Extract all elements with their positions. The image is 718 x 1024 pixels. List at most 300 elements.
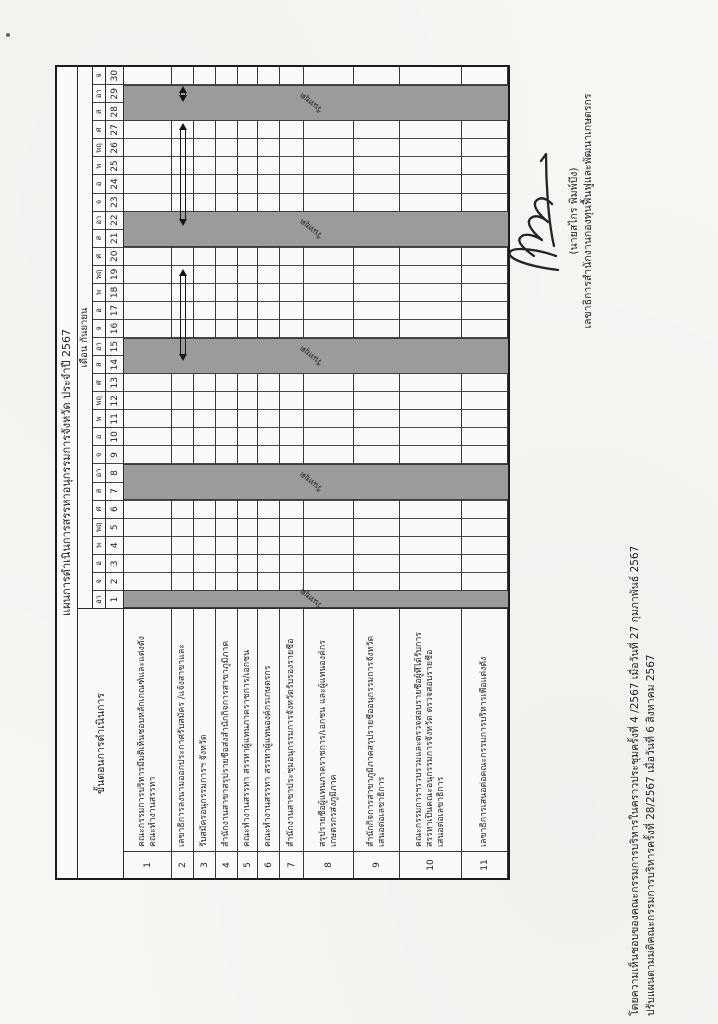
- day-cell: [304, 175, 353, 193]
- day-cell: [194, 536, 215, 554]
- day-cell: [354, 536, 399, 554]
- day-cell: [216, 84, 237, 102]
- day-cell: [238, 229, 257, 247]
- day-cell: [304, 211, 353, 229]
- day-cell: [400, 265, 461, 283]
- day-cell: [400, 464, 461, 482]
- day-cell: [354, 445, 399, 463]
- day-cell: [304, 301, 353, 319]
- weekday-cell: อ: [93, 301, 105, 319]
- day-cell: [462, 482, 507, 500]
- day-cell: [258, 247, 279, 265]
- task-description-line: สรรหาเป็นคณะอนุกรรมการจังหวัด ตรวจสอบรายชื่อ: [425, 649, 435, 847]
- task-number: 3: [194, 851, 215, 878]
- day-number-cell: 12: [106, 391, 123, 409]
- day-cell: [354, 427, 399, 445]
- day-cell: [258, 67, 279, 84]
- day-cell: [258, 102, 279, 120]
- holiday-label: วันหยุด: [298, 90, 326, 115]
- day-cell: [216, 536, 237, 554]
- day-cell: [258, 156, 279, 174]
- day-cell: [172, 391, 193, 409]
- task-description: [124, 608, 171, 851]
- day-cell: [304, 518, 353, 536]
- day-cell: [462, 536, 507, 554]
- day-cell: [124, 355, 171, 373]
- day-cell: [462, 554, 507, 572]
- day-cell: [172, 283, 193, 301]
- day-cell: [238, 319, 257, 337]
- steps-column-header: ขั้นตอนการดำเนินการ: [78, 608, 123, 878]
- day-cell: [280, 464, 303, 482]
- weekday-cell: อา: [93, 211, 105, 229]
- day-cell: [304, 229, 353, 247]
- footer-notes: [627, 546, 659, 1016]
- day-cell: [124, 193, 171, 211]
- task-number: 4: [216, 851, 237, 878]
- day-cell: [124, 265, 171, 283]
- day-cell: [194, 283, 215, 301]
- day-number-cell: 21: [106, 229, 123, 247]
- day-cell: [400, 445, 461, 463]
- day-cell: [172, 175, 193, 193]
- day-cell: [400, 283, 461, 301]
- day-cell: [216, 427, 237, 445]
- day-number-cell: 3: [106, 554, 123, 572]
- task-description: [172, 608, 193, 851]
- day-cell: [194, 373, 215, 391]
- day-cell: [238, 554, 257, 572]
- day-cell: [304, 482, 353, 500]
- day-cell: [354, 337, 399, 355]
- day-cell: [258, 554, 279, 572]
- day-cell: [354, 518, 399, 536]
- day-cell: [124, 156, 171, 174]
- day-number-cell: 22: [106, 211, 123, 229]
- weekday-cell: ศ: [93, 247, 105, 265]
- task-number: 2: [172, 851, 193, 878]
- day-cell: [304, 373, 353, 391]
- weekday-cell: พฤ: [93, 391, 105, 409]
- day-cell: [124, 427, 171, 445]
- day-number-cell: 6: [106, 500, 123, 518]
- day-cell: [238, 120, 257, 138]
- day-cell: [400, 355, 461, 373]
- weekday-cell: จ: [93, 572, 105, 590]
- day-cell: [124, 482, 171, 500]
- holiday-label: วันหยุด: [298, 468, 326, 494]
- task-description-line: รับสมัครอนุกรรมการฯ จังหวัด: [199, 734, 209, 847]
- day-cell: [304, 156, 353, 174]
- day-cell: [194, 84, 215, 102]
- day-cell: [216, 265, 237, 283]
- day-cell: [280, 319, 303, 337]
- day-number-cell: 5: [106, 518, 123, 536]
- day-cell: [238, 518, 257, 536]
- task-description: [238, 608, 257, 851]
- day-cell: [194, 265, 215, 283]
- day-cell: [258, 355, 279, 373]
- day-cell: [462, 590, 507, 608]
- weekday-row: [93, 67, 106, 608]
- day-cell: [258, 337, 279, 355]
- day-number-cell: 26: [106, 138, 123, 156]
- day-cell: [238, 138, 257, 156]
- task-number: 7: [280, 851, 303, 878]
- day-cell: [194, 138, 215, 156]
- day-cell: [354, 482, 399, 500]
- day-cell: [258, 120, 279, 138]
- task-description: [280, 608, 303, 851]
- day-cell: [258, 427, 279, 445]
- task-row: [280, 67, 304, 878]
- signatory-name: (นายสไกร พิมพ์บึง): [568, 167, 580, 255]
- day-cell: [172, 301, 193, 319]
- day-cell: [304, 500, 353, 518]
- day-cell: [280, 102, 303, 120]
- day-cell: [354, 464, 399, 482]
- day-cell: [280, 175, 303, 193]
- holiday-label: วันหยุด: [298, 586, 326, 611]
- day-cell: [400, 572, 461, 590]
- task-description-line: เลขาธิการลงนามออกประกาศรับสมัคร /แจ้งสาขาและ: [177, 644, 187, 847]
- days-header: [78, 67, 123, 608]
- day-cell: [354, 301, 399, 319]
- weekday-cell: ส: [93, 482, 105, 500]
- day-cell: [172, 102, 193, 120]
- task-description: [194, 608, 215, 851]
- day-cell: [400, 482, 461, 500]
- day-cell: [216, 554, 237, 572]
- day-cell: [238, 590, 257, 608]
- day-cell: [258, 518, 279, 536]
- day-cell: [280, 427, 303, 445]
- day-cell: [216, 482, 237, 500]
- day-cell: [238, 391, 257, 409]
- day-cell: [280, 355, 303, 373]
- day-cell: [194, 391, 215, 409]
- task-description: [304, 608, 353, 851]
- weekday-cell: อ: [93, 427, 105, 445]
- day-cell: [258, 464, 279, 482]
- day-cell: [238, 265, 257, 283]
- day-cell: [304, 84, 353, 102]
- day-cell: [238, 247, 257, 265]
- day-number-cell: 30: [109, 69, 120, 82]
- day-cell: [172, 355, 193, 373]
- day-cell: [258, 500, 279, 518]
- day-cell: [124, 229, 171, 247]
- day-cell: [172, 319, 193, 337]
- day-cell: [258, 409, 279, 427]
- day-cell: [304, 319, 353, 337]
- day-cell: [172, 409, 193, 427]
- day-cell: [238, 301, 257, 319]
- day-cell: [258, 193, 279, 211]
- day-cell: [304, 572, 353, 590]
- task-description-line: คณะกรรมการฯรวบรวมและตรวจสอบรายชื่อผู้ที่ได้รับการ: [414, 631, 424, 847]
- day-cell: [258, 319, 279, 337]
- day-cell: [400, 67, 461, 84]
- gantt-grid: [258, 67, 279, 608]
- table-header: [78, 67, 124, 878]
- day-cell: [462, 427, 507, 445]
- task-description-line: สรุปรายชื่อผู้แทนภาคราชการ/เอกชน และผู้แทนองค์กร: [317, 640, 328, 847]
- day-cell: [124, 590, 171, 608]
- day-cell: [194, 247, 215, 265]
- day-cell: [304, 337, 353, 355]
- day-cell: [400, 211, 461, 229]
- task-row: [216, 67, 238, 878]
- footer-note-2: ปรับแผนตามมติคณะกรรมการบริหารครั้งที่ 28/2567 เมื่อวันที่ 6 สิงหาคม 2567: [645, 654, 657, 1016]
- weekday-cell: ศ: [93, 373, 105, 391]
- task-row: [172, 67, 194, 878]
- day-cell: [194, 102, 215, 120]
- day-cell: [304, 102, 353, 120]
- task-row: [304, 67, 354, 878]
- day-cell: [354, 67, 399, 84]
- day-cell: [400, 427, 461, 445]
- day-cell: [400, 247, 461, 265]
- holiday-label: วันหยุด: [298, 342, 326, 367]
- day-cell: [216, 156, 237, 174]
- holiday-label: วันหยุด: [298, 216, 326, 241]
- weekday-cell: ศ: [93, 500, 105, 518]
- weekday-cell: ส: [93, 229, 105, 247]
- day-cell: [238, 572, 257, 590]
- day-cell: [354, 84, 399, 102]
- day-cell: [194, 500, 215, 518]
- day-number-cell: 17: [106, 301, 123, 319]
- day-cell: [354, 193, 399, 211]
- day-number-cell: 23: [106, 193, 123, 211]
- day-cell: [124, 175, 171, 193]
- day-cell: [280, 391, 303, 409]
- day-cell: [194, 409, 215, 427]
- gantt-grid: [304, 67, 353, 608]
- weekday-cell: ศ: [93, 120, 105, 138]
- weekday-cell: อา: [93, 590, 105, 608]
- day-cell: [462, 572, 507, 590]
- day-cell: [216, 175, 237, 193]
- day-cell: [304, 590, 353, 608]
- day-cell: [124, 518, 171, 536]
- day-cell: [258, 590, 279, 608]
- day-cell: [238, 337, 257, 355]
- gantt-grid: [194, 67, 215, 608]
- weekday-cell: จ: [93, 445, 105, 463]
- day-cell: [400, 554, 461, 572]
- day-cell: [124, 283, 171, 301]
- day-cell: [354, 102, 399, 120]
- day-cell: [258, 445, 279, 463]
- day-cell: [172, 554, 193, 572]
- gantt-grid: [124, 67, 171, 608]
- day-cell: [216, 464, 237, 482]
- day-number-cell: 29: [106, 84, 123, 102]
- weekday-cell: อา: [93, 464, 105, 482]
- day-number-cell: 1: [106, 590, 123, 608]
- task-description-line: คณะทำงานสรรหา สรรหาผู้แทนภาคราชการ/เอกชน: [242, 649, 252, 847]
- day-cell: [216, 283, 237, 301]
- day-cell: [400, 175, 461, 193]
- day-cell: [400, 409, 461, 427]
- day-cell: [258, 175, 279, 193]
- day-cell: [238, 409, 257, 427]
- day-cell: [304, 409, 353, 427]
- day-cell: [304, 138, 353, 156]
- day-cell: [258, 265, 279, 283]
- day-cell: [304, 193, 353, 211]
- day-cell: [172, 373, 193, 391]
- day-cell: [280, 193, 303, 211]
- gantt-grid: [280, 67, 303, 608]
- day-cell: [462, 445, 507, 463]
- day-cell: [280, 211, 303, 229]
- task-description-line: สำนักงานสาขาสรุปรายชื่อส่งสำนักกิจการสาขาภูมิภาค: [221, 640, 231, 847]
- day-cell: [216, 120, 237, 138]
- day-cell: [124, 138, 171, 156]
- day-cell: [354, 211, 399, 229]
- day-cell: [194, 229, 215, 247]
- day-number-cell: 9: [106, 445, 123, 463]
- day-cell: [124, 572, 171, 590]
- day-cell: [194, 120, 215, 138]
- day-cell: [354, 391, 399, 409]
- signatory-title: เลขาธิการสำนักงานกองทุนฟื้นฟูและพัฒนาเกษตรกร: [582, 93, 594, 329]
- task-description-line: คณะทำงานสรรหา สรรหาผู้แทนองค์กรเกษตรกร: [263, 665, 273, 847]
- day-cell: [194, 156, 215, 174]
- gantt-grid: [400, 67, 461, 608]
- day-cell: [194, 482, 215, 500]
- day-cell: [258, 482, 279, 500]
- day-cell: [280, 482, 303, 500]
- day-cell: [280, 373, 303, 391]
- day-cell: [124, 409, 171, 427]
- task-description-line: เลขาธิการเสนอต่อคณะกรรมการบริหารเพื่อแต่งตั้ง: [479, 656, 489, 847]
- day-cell: [258, 572, 279, 590]
- day-cell: [124, 211, 171, 229]
- day-number-cell: 18: [106, 283, 123, 301]
- day-cell: [238, 464, 257, 482]
- day-cell: [172, 500, 193, 518]
- day-cell: [238, 156, 257, 174]
- day-cell: [304, 67, 353, 84]
- day-cell: [194, 572, 215, 590]
- day-cell: [172, 464, 193, 482]
- weekday-cell: อา: [93, 84, 105, 102]
- gantt-grid: [172, 67, 193, 608]
- task-row: [258, 67, 280, 878]
- day-cell: [400, 373, 461, 391]
- day-cell: [194, 355, 215, 373]
- day-cell: [354, 355, 399, 373]
- day-cell: [258, 211, 279, 229]
- day-cell: [400, 518, 461, 536]
- task-description-line: เสนอต่อเลขาธิการ: [436, 776, 446, 847]
- weekday-cell: พ: [93, 283, 105, 301]
- day-cell: [216, 229, 237, 247]
- day-cell: [216, 409, 237, 427]
- day-number-cell: 11: [106, 409, 123, 427]
- day-cell: [124, 554, 171, 572]
- day-cell: [172, 337, 193, 355]
- day-cell: [216, 337, 237, 355]
- day-cell: [238, 175, 257, 193]
- day-cell: [400, 229, 461, 247]
- day-cell: [304, 355, 353, 373]
- day-cell: [280, 301, 303, 319]
- day-cell: [304, 445, 353, 463]
- day-cell: [238, 283, 257, 301]
- day-cell: [238, 445, 257, 463]
- day-cell: [124, 391, 171, 409]
- day-cell: [194, 427, 215, 445]
- day-cell: [258, 373, 279, 391]
- task-rows: [124, 67, 508, 878]
- day-cell: [194, 319, 215, 337]
- day-number-cell: 13: [106, 373, 123, 391]
- day-cell: [172, 518, 193, 536]
- day-cell: [354, 138, 399, 156]
- day-cell: [238, 536, 257, 554]
- day-cell: [124, 319, 171, 337]
- task-description: [400, 608, 461, 851]
- day-cell: [258, 283, 279, 301]
- day-cell: [462, 500, 507, 518]
- day-cell: [172, 265, 193, 283]
- day-cell: [280, 337, 303, 355]
- day-cell: [258, 138, 279, 156]
- day-cell: [462, 464, 507, 482]
- day-cell: [280, 120, 303, 138]
- day-cell: [238, 193, 257, 211]
- task-description: [216, 608, 237, 851]
- weekday-cell: จ: [93, 319, 105, 337]
- footer-note-1: โดยความเห็นชอบของคณะกรรมการบริหารในคราวประชุมครั้งที่ 4 /2567 เมื่อวันที่ 27 กุมภาพันธ์ 2567: [629, 545, 641, 1016]
- weekday-cell: พฤ: [93, 265, 105, 283]
- day-cell: [258, 391, 279, 409]
- task-row: [238, 67, 258, 878]
- day-number-cell: 8: [106, 464, 123, 482]
- task-description-line: สำนักงานสาขาประชุมอนุกรรมการจังหวัดรับรองรายชื่อ: [286, 638, 296, 847]
- day-cell: [354, 247, 399, 265]
- weekday-cell: ส: [93, 355, 105, 373]
- weekday-cell: พฤ: [93, 518, 105, 536]
- day-cell: [400, 337, 461, 355]
- task-row: [124, 67, 172, 878]
- day-number-row: [106, 67, 123, 608]
- day-cell: [304, 283, 353, 301]
- day-cell: [354, 500, 399, 518]
- day-cell: [216, 572, 237, 590]
- gantt-grid: [238, 67, 257, 608]
- signature-icon: [496, 140, 574, 280]
- day-cell: [124, 247, 171, 265]
- day-cell: [216, 247, 237, 265]
- day-cell: [400, 319, 461, 337]
- day-number-cell: 4: [106, 536, 123, 554]
- day-cell: [216, 211, 237, 229]
- task-number: 5: [238, 851, 257, 878]
- day-cell: [124, 67, 171, 84]
- weekday-cell: พ: [93, 536, 105, 554]
- day-cell: [216, 445, 237, 463]
- day-cell: [238, 102, 257, 120]
- day-cell: [194, 445, 215, 463]
- day-cell: [280, 536, 303, 554]
- day-cell: [194, 211, 215, 229]
